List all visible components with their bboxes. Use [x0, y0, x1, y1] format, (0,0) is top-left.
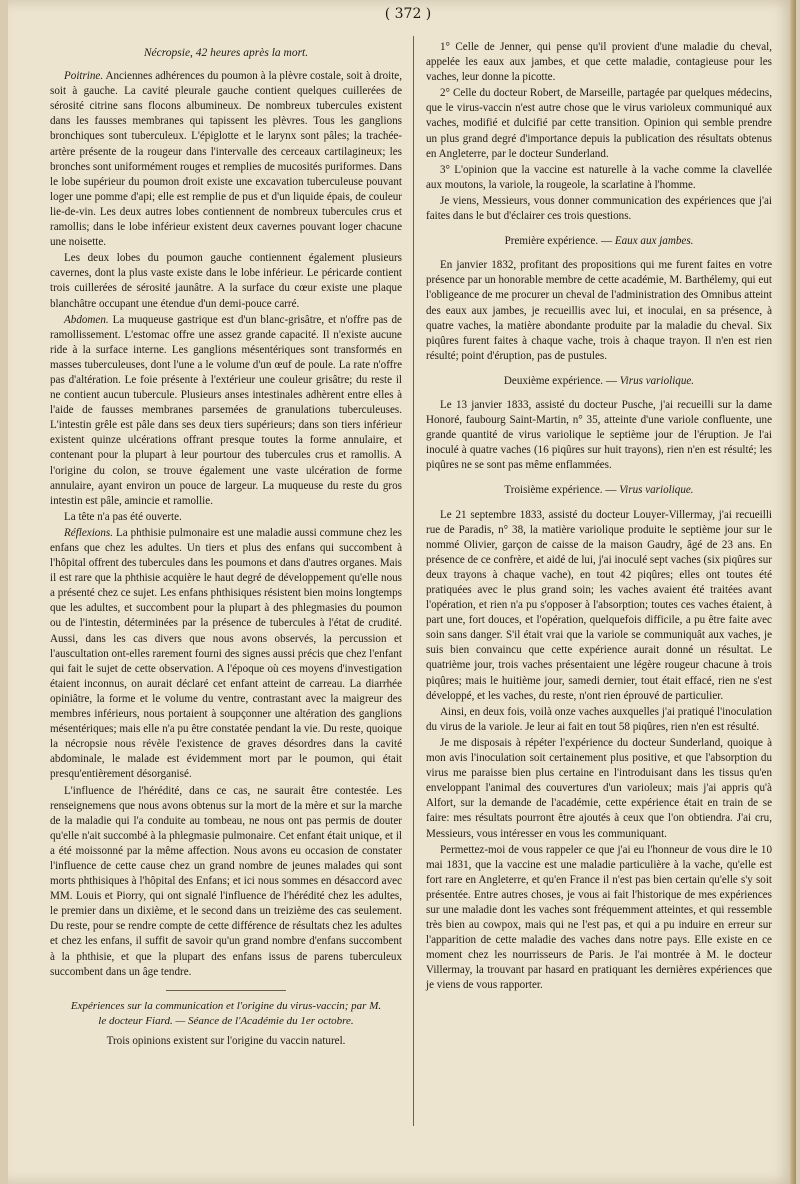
experiment-three-heading [426, 483, 772, 498]
paragraph-summary: Ainsi, en deux fois, voilà onze vaches auxquelles j'ai pratiqué l'inoculation du virus de la variole. Je leur ai fait en tout 58 piqûres, rien n'en est résulté. [426, 705, 772, 733]
article-first-line: Trois opinions existent sur l'origine du vaccin naturel. [106, 1034, 346, 1047]
left-column [50, 38, 402, 1050]
experiment-two-title: Deuxième expérience. — [503, 374, 617, 387]
reflections-text: La phthisie pulmonaire est une maladie aussi commune chez les enfans que chez les adultes. Un tiers et plus des enfans qui succombent à l'hôpital offrent des tubercules dans les poumons et dans d'autres organes. Mais il est rare que la phthisie acquière le haut degré de développement qu'elle nous a présenté chez ce sujet. Les enfans phthisiques résistent bien moins longtemps que les adultes, et succombent pour la plupart à des phlegmasies du poumon ou de l'intestin, déterminées par la présence de tubercules à l'état de crudité. Aussi, dans les cas divers que nous avons observés, la percussion et l'auscultation ont-elles rarement fourni des signes aussi précis que chez l'enfant qui fait le sujet de cette observation. A l'époque où ces moyens d'investigation étaient inconnus, on aurait déclaré cet enfant atteint de carreau. La diarrhée opiniâtre, la forme et le volume du ventre, contrastant avec la maigreur des membres inférieurs, nous portaient à soupçonner une altération des ganglions mésentériques; mais elle n'a pu être constatée pendant la vie. Du reste, quoique la nécropsie nous révèle l'existence de graves désordres dans la cavité abdominale, le malade est évidemment mort par le poumon, qui était presqu'entièrement désorganisé. [50, 526, 402, 781]
experiment-three-title: Troisième expérience. — [504, 484, 617, 497]
chest-text: Anciennes adhérences du poumon à la plèvre costale, soit à droite, soit à gauche. La cavité pleurale gauche contient quelques cuillerées de sérosité citrine sans flocons albumineux. De nombreux tubercules existent dans les fausses membranes qui tapissent les plèvres. Tous les ganglions bronchiques sont tuberculeux. L'épiglotte et le larynx sont pâles; la trachée-artère présente de la rougeur dans l'intervalle des cerceaux cartilagineux; les bronches sont uniformément rouges et remplies de mucosités puriformes. Dans le lobe supérieur du poumon droit existe une excavation tuberculeuse pouvant loger une pomme d'api; elle est remplie de pus et d'un liquide épais, de couleur lie-de-vin. Les deux autres lobes contiennent de nombreux tubercules crus et ramollis; dans le lobe inférieur existent deux cavernes pouvant loger chacune une noisette. [50, 70, 402, 249]
experiment-three-subject: Virus variolique. [619, 484, 694, 497]
section-separator [166, 990, 286, 991]
paragraph-head: La tête n'a pas été ouverte. [64, 510, 182, 523]
newspaper-page [8, 0, 796, 1184]
paragraph-sunderland: Je me disposais à répéter l'expérience du docteur Sunderland, quoique à mon avis l'inoculation soit certainement plus positive, et que l'absorption du virus me paraisse bien plus certaine en l'introduisant dans les tissus qu'en enveloppant l'animal des couvertures d'un varioleux; mais j'ai appris qu'à Alfort, sur la demande de l'académie, cette expérience était en train de se faire: mes résultats pourront être ajoutés à ceux que l'on obtiendra. J'ai cru, Messieurs, vous intéresser en vous les communiquant. [426, 736, 772, 840]
paragraph-chest [50, 69, 402, 250]
experiment-two-subject: Virus variolique. [619, 374, 695, 387]
experiment-one-subject: Eaux aux jambes. [614, 235, 694, 248]
chest-lead: Poitrine. [64, 70, 104, 83]
paragraph-reflections [50, 526, 402, 783]
opinion-one: 1° Celle de Jenner, qui pense qu'il provient d'une maladie du cheval, appelée les eaux aux jambes, et que cette maladie, contagieuse pour les vaches, leur donne la picotte. [426, 41, 772, 84]
experiment-two-heading [426, 374, 772, 389]
experiment-one-heading [426, 234, 772, 249]
page-number: ( 372 ) [384, 6, 432, 22]
paragraph-abdomen [50, 313, 402, 509]
right-column [426, 40, 772, 995]
experiment-one-text: En janvier 1832, profitant des propositions qui me furent faites en votre présence par un honorable membre de cette académie, M. Barthélemy, qui eut l'obligeance de me procurer un cheval de l'administration des Omnibus atteint des eaux aux jambes, je recueillis avec lui, et inoculai, en sa présence, à quatre vaches, la matière abondante produite par la maladie du cheval. Six piqûres furent faites à chaque vache, trois à chaque trayon. Il n'en est rien résulté; point d'éruption, pas de pustules. [426, 259, 772, 362]
experiment-one-title: Première expérience. — [504, 235, 613, 248]
abdomen-lead: Abdomen. [64, 313, 109, 326]
paragraph-heredity: L'influence de l'hérédité, dans ce cas, ne saurait être contestée. Les renseignemens que nous avons obtenus sur la mort de la mère et sur la marche de la maladie qui l'a conduite au tombeau, ne nous ont pas permis de douter qu'elle n'ait succombé à la phlegmasie pulmonaire. Cet enfant était unique, et il a été moissonné par la même affection. Nous avons eu occasion de constater l'influence de cette cause chez un grand nombre de jeunes malades qui sont morts phthisiques à l'hôpital des Enfans; et ici nous sommes en désaccord avec MM. Louis et Piorry, qui ont signalé l'influence de l'hérédité chez les adultes, le premier dans un dixième, et le second dans un treizième des cas seulement. Du reste, pour se rendre compte de cette différence de résultats chez les adultes et chez les enfans, il suffit de savoir qu'un grand nombre d'enfans succombent à la phthisie, et que la plupart des enfans issus de parens tuberculeux succombent dans un âge tendre. [50, 784, 402, 978]
necropsy-heading: Nécropsie, 42 heures après la mort. [143, 47, 309, 59]
experiment-three-text: Le 21 septembre 1833, assisté du docteur Louyer-Villermay, j'ai recueilli rue de Paradis, n° 38, la matière variolique produite le septième jour sur le nommé Olivier, garçon de caisse de la maison Gaudry, âgé de 23 ans. En présence de ce confrère, et aidé de lui, j'ai inoculé sept vaches (six piqûres sur deux trayons à chaque vache), en tout 42 piqûres; elles ont toutes été pratiquées avec le plus grand soin; les vaches avaient été traitées avant l'opération, et rien n'a pu s'opposer à l'absorption; toutes ces vaches étaient, à part une, fort douces, et l'opération, quelquefois difficile, a pu être faite avec soin sans danger. S'il était vrai que la variole se communiquât aux vaches, je suis bien convaincu que cette expérience aurait donné un résultat. Le quatrième jour, trois vaches présentaient une légère rougeur chacune à trois piqûres; mais le huitième jour, samedi dernier, tout était effacé, rien ne s'est développé, et les vaches, du reste, n'ont rien éprouvé de particulier. [426, 508, 772, 702]
intro-paragraph: Je viens, Messieurs, vous donner communication des expériences que j'ai faites dans le but d'éclairer ces trois questions. [426, 194, 772, 223]
paragraph-reminder: Permettez-moi de vous rappeler ce que j'ai eu l'honneur de vous dire le 10 mai 1831, que la vaccine est une maladie particulière à la vache, qu'elle est fort rare en Angleterre, et qu'en France il n'est pas bien certain qu'elle s'y soit présentée. Entre autres choses, je vous ai fait l'historique de mes expériences sur une maladie dont les vaches sont fréquemment atteintes, et qui ressemble très bien au cowpox, mais qui ne l'est pas, et qui a pu induire en erreur sur l'apparition de cette maladie des vaches dans notre pays. Elle existe en ce moment chez les nourrisseurs de Paris. Je l'ai montrée à M. le docteur Villermay, la trouvant par hasard en pratiquant les dernières expériences que je viens de vous rapporter. [426, 843, 772, 992]
article-heading-line1: Expériences sur la communication et l'origine du virus-vaccin; par M. [70, 999, 382, 1012]
opinion-three: 3° L'opinion que la vaccine est naturelle à la vache comme la clavellée aux moutons, la variole, la rougeole, la scarlatine à l'homme. [426, 163, 772, 191]
article-heading-line2: le docteur Fiard. — Séance de l'Académie du 1er octobre. [98, 1014, 354, 1027]
experiment-two-text: Le 13 janvier 1833, assisté du docteur Pusche, j'ai recueilli sur la dame Honoré, faubourg Saint-Martin, n° 35, atteinte d'une variole confluente, une grande quantité de virus variolique le septième jour de l'éruption. Je l'ai inoculé à quatre vaches (16 piqûres sur huit trayons), rien n'en est résulté; les piqûres ne se sont pas même enflammées. [426, 398, 772, 472]
page-edge-shadow [790, 0, 796, 1184]
reflections-lead: Réflexions. [64, 526, 113, 539]
column-divider [413, 36, 414, 1126]
abdomen-text: La muqueuse gastrique est d'un blanc-grisâtre, et n'offre pas de ramollissement. L'estomac offre une assez grande capacité. Il n'existe aucune ride à la surface interne. Les ganglions mésentériques sont transformés en masses tuberculeuses, dont l'une a le volume d'un œuf de poule. La rate n'offre pas d'altération. Le foie présente à l'extérieur une couleur grisâtre; du reste il ne contient aucun tubercule. Plusieurs anses intestinales adhèrent entre elles à l'aide de fausses membranes parsemées de granulations tuberculeuses. L'intestin grêle est pâle dans ses deux tiers supérieurs; dans son tiers inférieur existent quinze ulcérations offrant presque toutes la forme annulaire, et contenant pour la plupart à leur pourtour des tubercules crus et ramollis. A l'origine du colon, se trouve également une vaste ulcération de forme annulaire, ayant environ un pouce de largeur. La muqueuse du reste du gros intestin est pâle, amincie et ramollie. [50, 313, 402, 507]
paragraph-left-lung: Les deux lobes du poumon gauche contiennent également plusieurs cavernes, dont la plus vaste existe dans le lobe inférieur. Le péricarde contient trois cuillerées de sérosité jaunâtre. A la surface du cœur existe une plaque blanchâtre occupant une étendue d'un demi-pouce carré. [50, 252, 402, 310]
opinion-two: 2° Celle du docteur Robert, de Marseille, partagée par quelques médecins, que le virus-vaccin n'est autre chose que le virus varioleux communiqué aux vaches, modifié et dulcifié par cette transition. Opinion qui semble prendre un plus grand degré d'importance depuis la publication des résultats obtenus en Angleterre, par le docteur Sunderland. [426, 87, 772, 160]
